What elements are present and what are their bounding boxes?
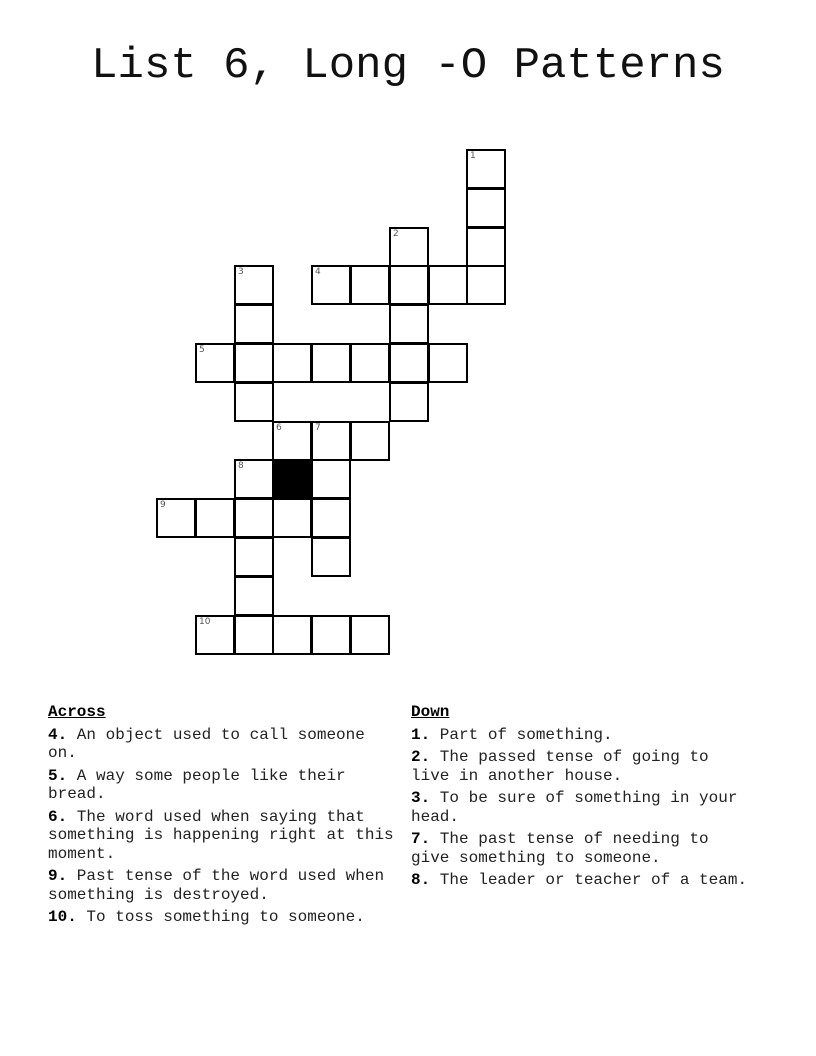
cell-number: 8 bbox=[238, 461, 244, 471]
crossword-cell[interactable] bbox=[234, 459, 274, 499]
crossword-cell[interactable] bbox=[195, 615, 235, 655]
crossword-cell[interactable] bbox=[311, 498, 351, 538]
clue-text: The word used when saying that something is happening right at this moment. bbox=[48, 807, 394, 863]
clue-down-8 bbox=[411, 871, 756, 890]
crossword-cell[interactable] bbox=[389, 227, 429, 267]
cell-number: 3 bbox=[238, 267, 244, 277]
clue-across-6 bbox=[48, 808, 398, 864]
crossword-cell[interactable] bbox=[272, 343, 312, 383]
crossword-cell[interactable] bbox=[311, 421, 351, 461]
crossword-cell[interactable] bbox=[466, 149, 506, 189]
crossword-cell[interactable] bbox=[311, 537, 351, 577]
cell-number: 9 bbox=[160, 500, 166, 510]
clue-number: 9. bbox=[48, 867, 68, 885]
crossword-cell[interactable] bbox=[234, 537, 274, 577]
clue-across-5 bbox=[48, 767, 398, 804]
crossword-cell[interactable] bbox=[350, 421, 390, 461]
crossword-cell[interactable] bbox=[466, 188, 506, 228]
crossword-cell[interactable] bbox=[311, 459, 351, 499]
crossword-cell[interactable] bbox=[195, 498, 235, 538]
clue-number: 5. bbox=[48, 766, 68, 785]
across-clues bbox=[48, 703, 398, 931]
crossword-cell[interactable] bbox=[466, 227, 506, 267]
crossword-cell[interactable] bbox=[234, 304, 274, 344]
clue-number: 3. bbox=[411, 789, 431, 807]
across-heading: Across bbox=[48, 703, 106, 721]
cell-number: 4 bbox=[315, 267, 321, 277]
crossword-cell[interactable] bbox=[466, 265, 506, 305]
crossword-cell[interactable] bbox=[428, 343, 468, 383]
clue-text: A way some people like their bread. bbox=[48, 766, 346, 803]
cell-number: 2 bbox=[393, 229, 399, 239]
cell-number: 10 bbox=[199, 617, 211, 627]
crossword-cell[interactable] bbox=[389, 265, 429, 305]
crossword-cell[interactable] bbox=[311, 343, 351, 383]
crossword-block bbox=[272, 459, 312, 499]
clue-number: 7. bbox=[411, 830, 431, 848]
crossword-cell[interactable] bbox=[234, 615, 274, 655]
clue-number: 8. bbox=[411, 871, 431, 889]
crossword-cell[interactable] bbox=[389, 382, 429, 422]
cell-number: 5 bbox=[199, 345, 205, 355]
crossword-cell[interactable] bbox=[195, 343, 235, 383]
crossword-cell[interactable] bbox=[272, 615, 312, 655]
crossword-cell[interactable] bbox=[350, 615, 390, 655]
crossword-cell[interactable] bbox=[272, 421, 312, 461]
cell-number: 1 bbox=[470, 151, 476, 161]
crossword-cell[interactable] bbox=[350, 265, 390, 305]
crossword-cell[interactable] bbox=[234, 265, 274, 305]
crossword-cell[interactable] bbox=[272, 498, 312, 538]
clue-down-7 bbox=[411, 830, 756, 867]
crossword-cell[interactable] bbox=[234, 343, 274, 383]
clue-across-10 bbox=[48, 908, 398, 927]
crossword-cell[interactable] bbox=[428, 265, 468, 305]
clue-across-4 bbox=[48, 726, 398, 763]
clue-down-2 bbox=[411, 748, 756, 785]
clue-text: The passed tense of going to live in another house. bbox=[411, 748, 709, 785]
clue-down-3 bbox=[411, 789, 756, 826]
clue-text: The past tense of needing to give something to someone. bbox=[411, 830, 709, 867]
cell-number: 6 bbox=[276, 423, 282, 433]
crossword-cell[interactable] bbox=[389, 343, 429, 383]
crossword-cell[interactable] bbox=[311, 265, 351, 305]
down-heading: Down bbox=[411, 703, 450, 721]
clue-down-1 bbox=[411, 726, 756, 745]
crossword-cell[interactable] bbox=[350, 343, 390, 383]
crossword-cell[interactable] bbox=[234, 382, 274, 422]
crossword-cell[interactable] bbox=[234, 498, 274, 538]
clue-number: 1. bbox=[411, 725, 431, 744]
clue-text: To toss something to someone. bbox=[76, 908, 365, 926]
clue-number: 6. bbox=[48, 807, 68, 826]
clue-number: 4. bbox=[48, 725, 68, 744]
cell-number: 7 bbox=[315, 423, 321, 433]
down-clues bbox=[411, 703, 756, 894]
clue-number: 2. bbox=[411, 748, 431, 766]
clue-text: Past tense of the word used when something is destroyed. bbox=[48, 867, 385, 904]
crossword-cell[interactable] bbox=[389, 304, 429, 344]
clue-text: An object used to call someone on. bbox=[48, 725, 365, 762]
crossword-cell[interactable] bbox=[156, 498, 196, 538]
clue-text: Part of something. bbox=[430, 725, 613, 744]
clue-text: To be sure of something in your head. bbox=[411, 789, 738, 826]
crossword-cell[interactable] bbox=[234, 576, 274, 616]
page-title: List 6, Long -O Patterns bbox=[91, 41, 725, 91]
clue-number: 10. bbox=[48, 908, 77, 926]
clue-text: The leader or teacher of a team. bbox=[430, 871, 748, 889]
clue-across-9 bbox=[48, 867, 398, 904]
crossword-cell[interactable] bbox=[311, 615, 351, 655]
